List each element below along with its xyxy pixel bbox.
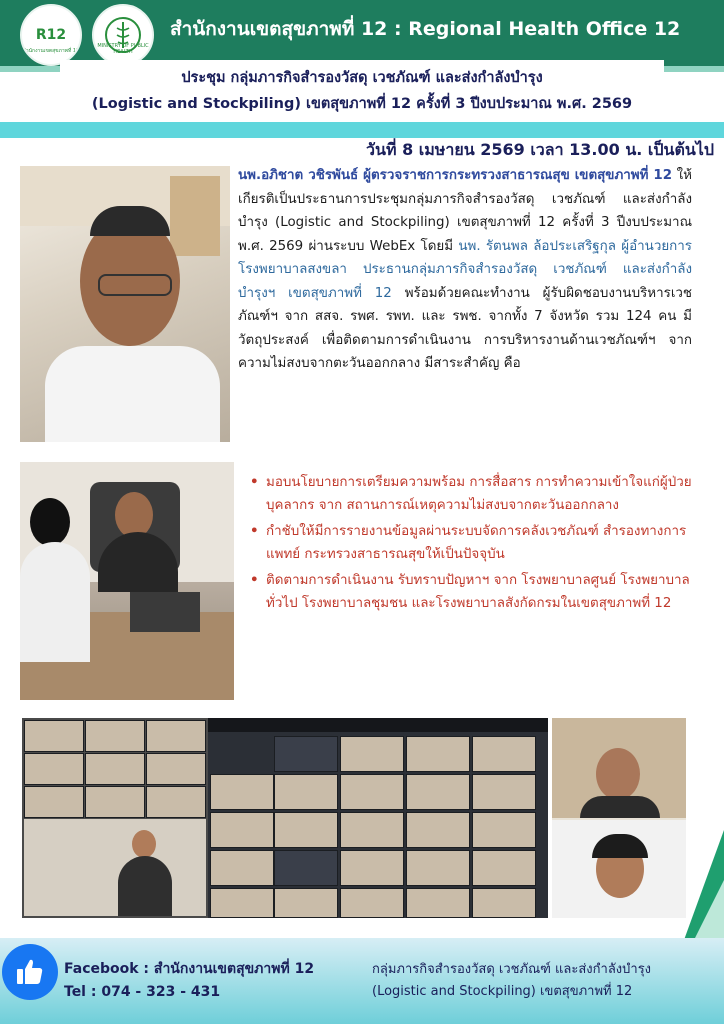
meeting-title-line2: (Logistic and Stockpiling) เขตสุขภาพที่ 12 ครั้งที่ 3 ปีงบประมาณ พ.ศ. 2569	[91, 96, 633, 112]
r12-logo-text: R12	[35, 27, 67, 43]
key-point-item: • กำชับให้มีการรายงานข้อมูลผ่านระบบจัดการคลังเวชภัณฑ์ สำรองทางการแพทย์ กระทรวงสาธารณสุขให้เป็นปัจจุบัน	[250, 521, 700, 566]
mint-corner-decoration	[694, 880, 724, 940]
footer-group-name-line2: (Logistic and Stockpiling) เขตสุขภาพที่ 12	[372, 984, 633, 999]
header-title: สำนักงานเขตสุขภาพที่ 12 : Regional Health Office 12	[170, 18, 681, 40]
facebook-contact: Facebook : สำนักงานเขตสุขภาพที่ 12	[64, 961, 315, 977]
r12-logo-subtext: สำนักงานเขตสุขภาพที่ 12	[22, 48, 80, 54]
chairman-photo	[20, 166, 230, 442]
meeting-date: วันที่ 8 เมษายน 2569 เวลา 13.00 น. เป็นต้นไป	[366, 140, 714, 159]
co-chair-name: นพ. รัตนพล ล้อประเสริฐกุล ผู้อำนวยการโรงพยาบาลสงขลา ประธานกลุ่มภารกิจสำรองวัสดุ เวชภัณฑ์ และส่งกำลังบำรุงฯ เขตสุขภาพที่ 12	[238, 238, 692, 301]
body-text-2: พร้อมด้วยคณะทำงาน ผู้รับผิดชอบงานบริหารเวชภัณฑ์ฯ จาก สสจ. รพศ. รพท. และ รพช. จากทั้ง 7 จังหวัด รวม 124 คน มีวัตถุประสงค์ เพื่อติดตามการดำเนินงาน การบริหารงานด้านเวชภัณฑ์ฯ จากความไม่สงบจากตะวันออกกลาง มีสาระสำคัญ คือ	[238, 285, 692, 371]
key-points-list	[250, 472, 700, 619]
telephone-contact: Tel : 074 - 323 - 431	[64, 984, 221, 1000]
body-text-1: ให้เกียรติเป็นประธานการประชุมกลุ่มภารกิจสำรองวัสดุ เวชภัณฑ์ และส่งกำลังบำรุง (Logistic and Stockpiling) เขตสุขภาพที่ 12 ครั้งที่ 3 ปีงบประมาณ พ.ศ. 2569 ผ่านระบบ WebEx โดยมี	[238, 168, 693, 254]
teal-band	[0, 122, 724, 138]
thumbs-up-icon	[13, 955, 47, 989]
ministry-logo-subtext: MINISTRY OF PUBLIC HEALTH	[97, 43, 149, 55]
facebook-like-icon	[2, 944, 58, 1000]
chairman-name: นพ.อภิชาต วชิรพันธ์ ผู้ตรวจราชการกระทรวงสาธารณสุข เขตสุขภาพที่ 12	[238, 168, 673, 183]
article-body	[238, 164, 692, 376]
meeting-title-line1: ประชุม กลุ่มภารกิจสำรองวัสดุ เวชภัณฑ์ และส่งกำลังบำรุง	[181, 70, 543, 86]
participants-collage-photo	[22, 718, 208, 918]
ministry-logo	[92, 4, 154, 66]
webex-speakers-photo	[552, 718, 686, 918]
key-point-item: • มอบนโยบายการเตรียมความพร้อม การสื่อสาร การทำความเข้าใจแก่ผู้ป่วย บุคลากร จาก สถานการณ์เหตุความไม่สงบจากตะวันออกกลาง	[250, 472, 700, 517]
webex-screen-photo	[208, 718, 548, 918]
key-point-item: • ติดตามการดำเนินงาน รับทราบปัญหาฯ จาก โรงพยาบาลศูนย์ โรงพยาบาลทั่วไป โรงพยาบาลชุมชน และโรงพยาบาลสังกัดกรมในเขตสุขภาพที่ 12	[250, 570, 700, 615]
meeting-room-photo	[20, 462, 234, 700]
r12-logo	[20, 4, 82, 66]
footer-group-name-line1: กลุ่มภารกิจสำรองวัสดุ เวชภัณฑ์ และส่งกำลังบำรุง	[372, 962, 652, 977]
